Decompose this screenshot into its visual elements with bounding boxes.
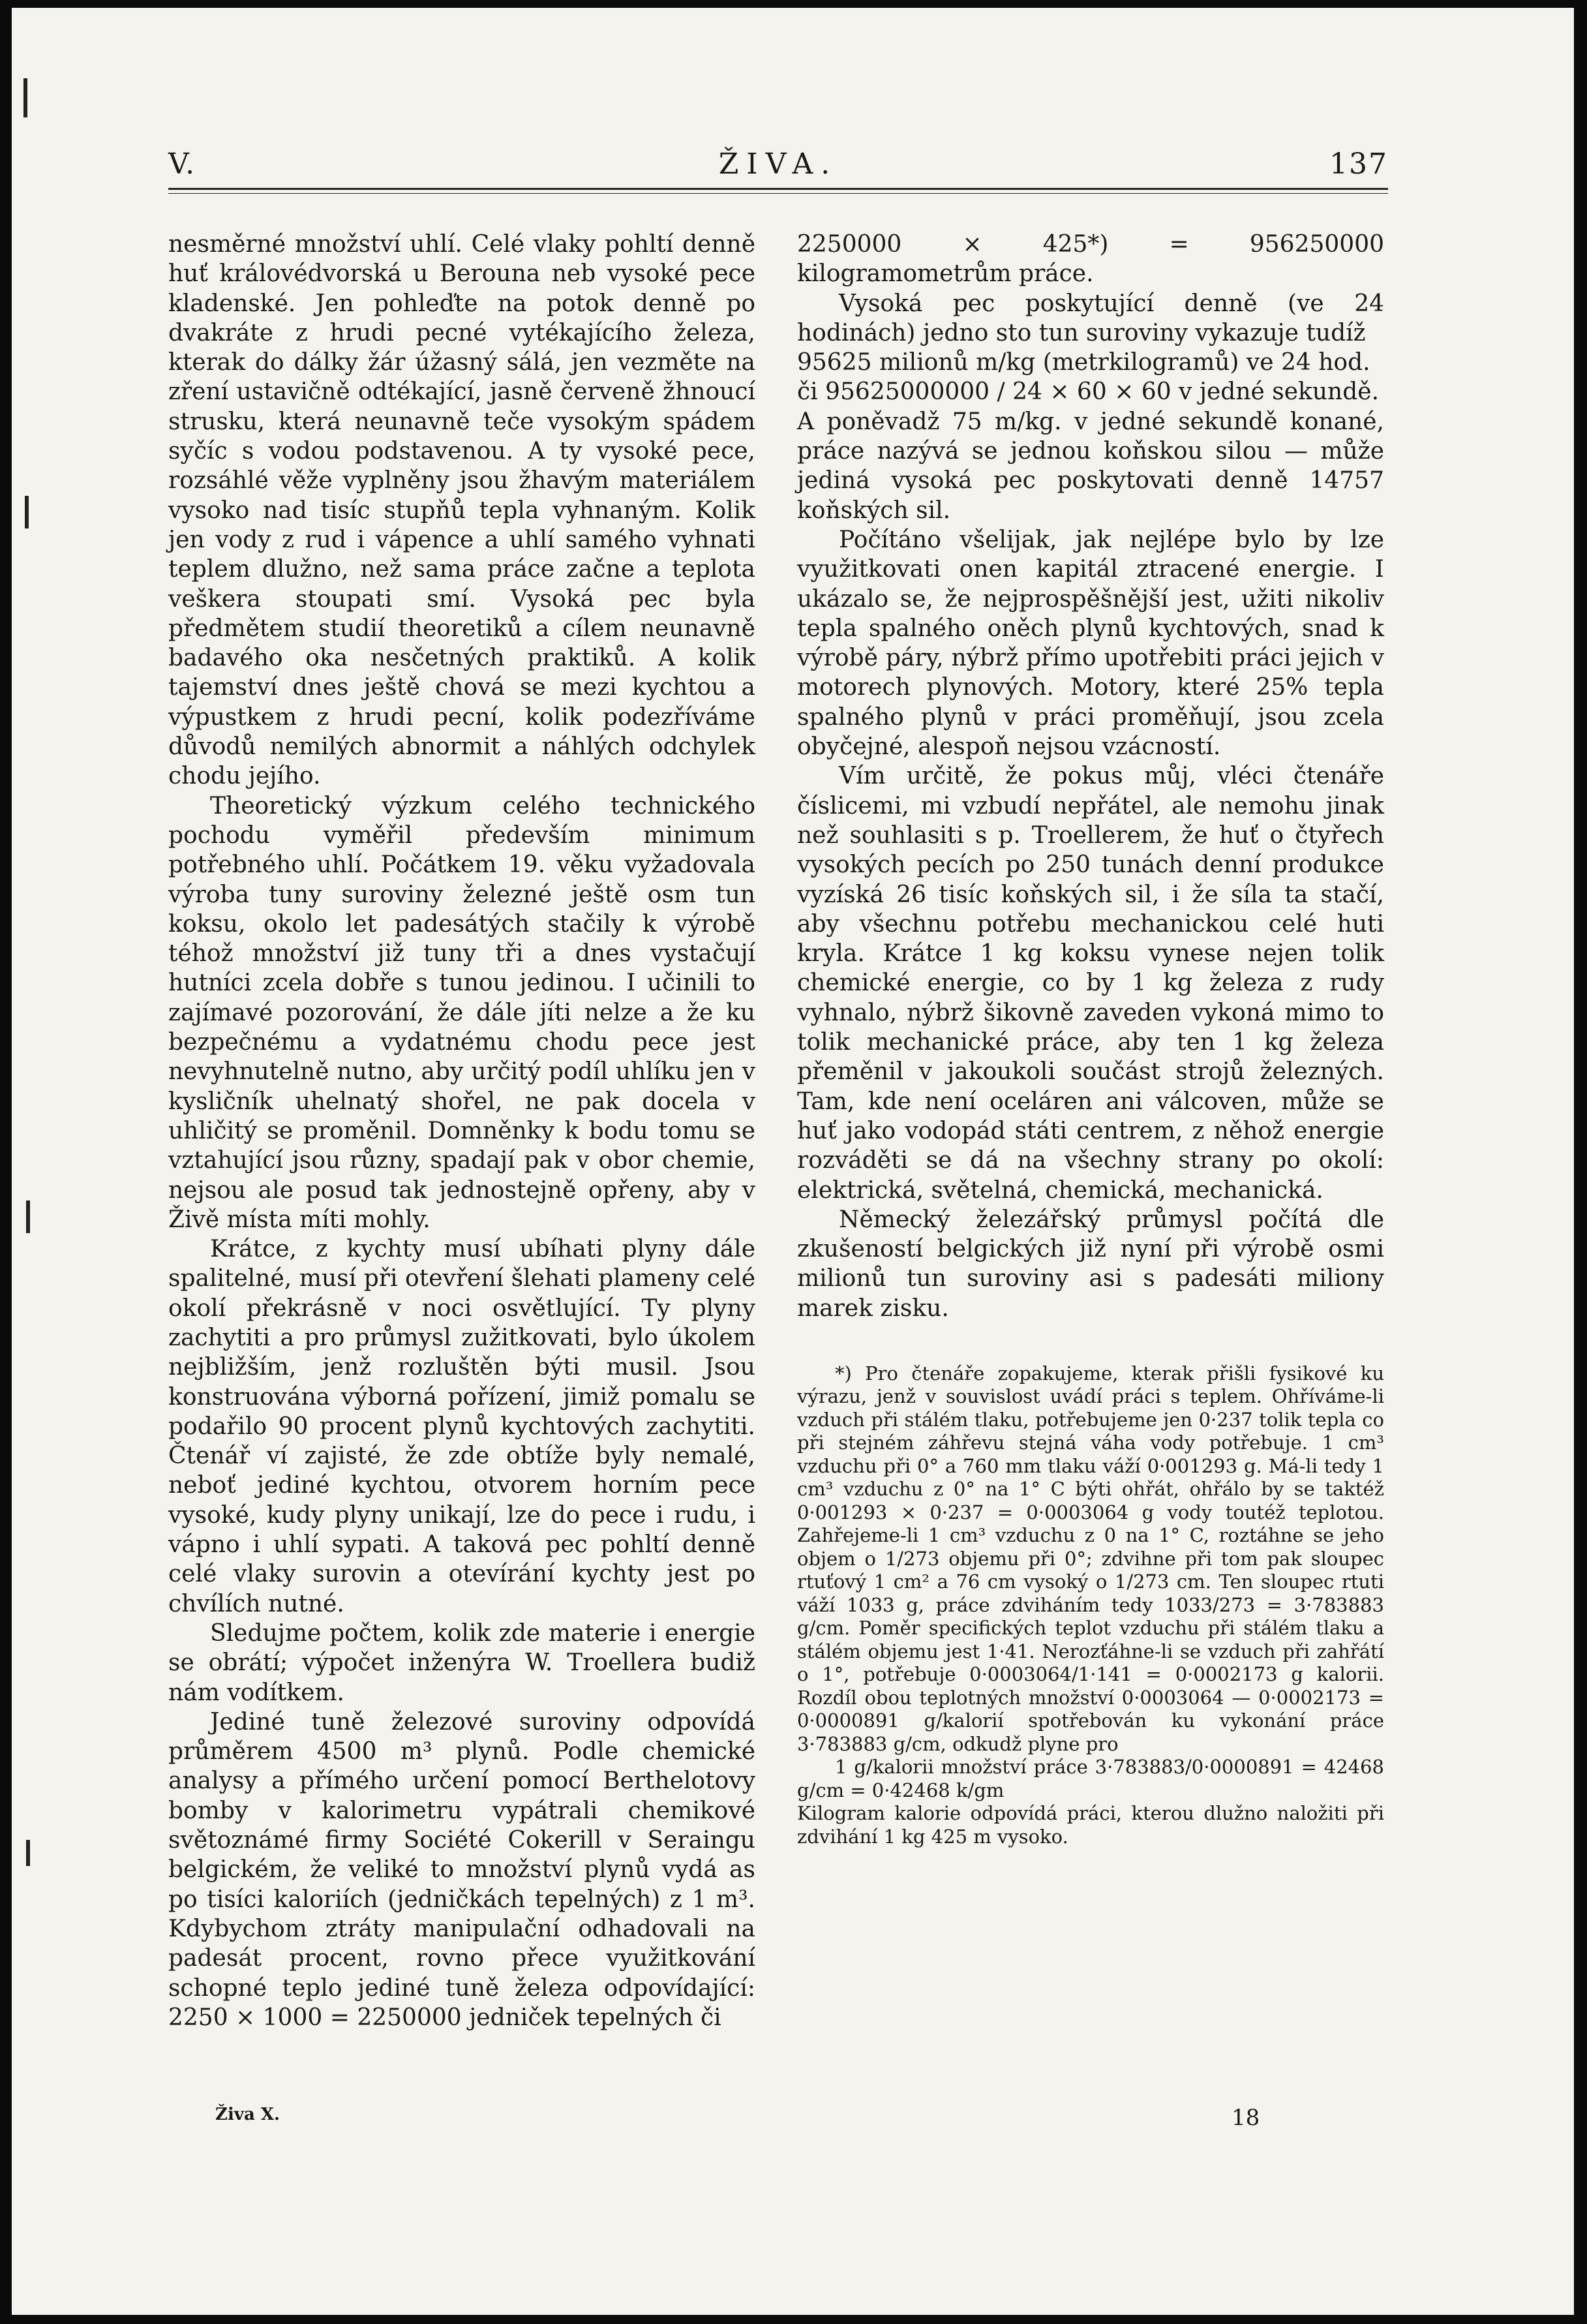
sheet-number: 18 [1232, 2105, 1260, 2131]
page-header [168, 147, 1388, 187]
paragraph: Sledujme počtem, kolik zde materie i energie se obrátí; výpočet inženýra W. Troellera budiž nám vodítkem. [168, 1619, 755, 1706]
page-number: 137 [1329, 147, 1388, 181]
formula-line: či 95625000000 / 24 × 60 × 60 v jedné sekundě. [797, 378, 1380, 406]
paragraph: nesměrné množství uhlí. Celé vlaky pohltí denně huť královédvorská u Berouna neb vysoké pece kladenské. Jen pohleďte na potok denně po dvakráte z hrudi pecné vytékajícího železa, kterak do dálky žár úžasný sálá, jen vezměte na zření ustavičně odtékající, jasně červeně žhnoucí strusku, která neunavně teče vysokým spádem syčíc s vodou podstavenou. A ty vysoké pece, rozsáhlé věže vyplněny jsou žhavým materiálem vysoko nad tisíc stupňů tepla vyhnaným. Kolik jen vody z rud i vápence a uhlí samého vyhnati teplem dlužno, než sama práce začne a teplota veškera stoupati smí. Vysoká pec byla předmětem studií theoretiků a cílem neunavně badavého oka nesčetných praktiků. A kolik tajemství dnes ještě chová se mezi kychtou a výpustkem z hrudi pecní, kolik podezříváme důvodů nemilých abnormit a náhlých odchylek chodu jejího. [168, 231, 755, 790]
paragraph: Vím určitě, že pokus můj, vléci čtenáře číslicemi, mi vzbudí nepřátel, ale nemohu jinak než souhlasiti s p. Troellerem, že huť o čtyřech vysokých pecích po 250 tunách denní produkce vyzíská 26 tisíc koňských sil, i že síla ta stačí, aby všechnu potřebu mechanickou celé huti kryla. Krátce 1 kg koksu vynese nejen tolik chemické energie, co by 1 kg železa z rudy vyhnalo, nýbrž šikovně zaveden vykoná mimo to tolik mechanické práce, aby ten 1 kg železa přeměnil v jakoukoli součást strojů železných. Tam, kde není oceláren ani válcoven, může se huť jako vodopád státi centrem, z něhož energie rozváděti se dá na všechny strany po okolí: elektrická, světelná, chemická, mechanická. [797, 763, 1384, 1204]
scan-edge-mark [23, 78, 27, 117]
paragraph: A poněvadž 75 m/kg. v jedné sekundě konané, práce nazývá se jednou koňskou silou — může jediná vysoká pec poskytovati denně 14757 koňských sil. [797, 408, 1384, 524]
paragraph: Theoretický výzkum celého technického pochodu vyměřil především minimum potřebného uhlí. Počátkem 19. věku vyžadovala výroba tuny suroviny železné ještě osm tun koksu, okolo let padesátých stačily k výrobě téhož množství již tuny tři a dnes vystačují hutníci zcela dobře s tunou jedinou. I učinili to zajímavé pozorování, že dále jíti nelze a že ku bezpečnému a vydatnému chodu pece jest nevyhnutelně nutno, aby určitý podíl uhlíku jen v kysličník uhelnatý shořel, ne pak docela v uhličitý se proměnil. Domněnky k bodu tomu se vztahující jsou různy, spadají pak v obor chemie, nejsou ale posud tak jednostejně opřeny, aby v Živě místa míti mohly. [168, 792, 755, 1233]
footnote [797, 1362, 1384, 1849]
paragraph: Vysoká pec poskytující denně (ve 24 hodinách) jedno sto tun suroviny vykazuje tudíž [797, 290, 1384, 346]
left-column [168, 230, 755, 2032]
volume-label: V. [168, 147, 196, 181]
journal-title: ŽIVA. [718, 147, 838, 181]
scan-edge-mark [25, 496, 29, 528]
paragraph: Počítáno všelijak, jak nejlépe bylo by lze využitkovati onen kapitál ztracené energie. I ukázalo se, že nejprospěšnější jest, užiti nikoliv tepla spalného oněch plynů kychtových, snad k výrobě páry, nýbrž přímo upotřebiti práci jejich v motorech plynových. Motory, které 25% tepla spalného plynů v práci proměňují, jsou zcela obyčejné, alespoň nejsou vzácností. [797, 526, 1384, 761]
scan-edge-mark [26, 1200, 30, 1233]
paragraph: Německý železářský průmysl počítá dle zkušeností belgických již nyní při výrobě osmi milionů tun suroviny asi s padesáti miliony marek zisku. [797, 1206, 1384, 1322]
signature-mark: Živa X. [215, 2105, 280, 2124]
paragraph: Krátce, z kychty musí ubíhati plyny dále spalitelné, musí při otevření šlehati plameny celé okolí překrásně v noci osvětlující. Ty plyny zachytiti a pro průmysl zužitkovati, bylo úkolem nejbližším, jenž rozluštěn býti musil. Jsou konstruována výborná pořízení, jimiž pomalu se podařilo 90 procent plynů kychtových zachytiti. Čtenář ví zajisté, že zde obtíže byly nemalé, neboť jediné kychtou, otvorem horním pece vysoké, kudy plyny unikají, lze do pece i rudu, i vápno i uhlí sypati. A taková pec pohltí denně celé vlaky surovin a otevírání kychty jest po chvílích nutné. [168, 1236, 755, 1617]
right-column [797, 230, 1384, 1848]
formula-line: 95625 milionů m/kg (metrkilogramů) ve 24 hod. [797, 349, 1370, 376]
footnote-formula: 1 g/kalorii množství práce 3·783883/0·0000891 = 42468 g/cm = 0·42468 k/gm [797, 1756, 1384, 1801]
header-rule-thin [168, 193, 1388, 194]
footnote-paragraph: *) Pro čtenáře zopakujeme, kterak přišli fysikové ku výrazu, jenž v souvislost uvádí práci s teplem. Ohříváme-li vzduch při stálém tlaku, potřebujeme jen 0·237 tolik tepla co při stejném záhřevu stejná váha vody potřebuje. 1 cm³ vzduchu při 0° a 760 mm tlaku váží 0·001293 g. Má-li tedy 1 cm³ vzduchu z 0° na 1° C býti ohřát, ohřálo by se taktéž 0·001293 × 0·237 = 0·0003064 g vody toutéž teplotou. Zahřejeme-li 1 cm³ vzduchu z 0 na 1° C, roztáhne se jeho objem o 1/273 objemu při 0°; zdvihne při tom pak sloupec rtuťový 1 cm² a 76 cm vysoký o 1/273 cm. Ten sloupec rtuti váží 1033 g, práce zdviháním tedy 1033/273 = 3·783883 g/cm. Poměr specifických teplot vzduchu při stálém tlaku a stálém objemu jest 1·41. Nerozťáhne-li se vzduch při zahřátí o 1°, potřebuje 0·0003064/1·141 = 0·0002173 g kalorii. Rozdíl obou teplotných množství 0·0003064 — 0·0002173 = 0·0000891 g/kalorií spotřebován ku vykonání práce 3·783883 g/cm, odkudž plyne pro [797, 1362, 1384, 1755]
paragraph: 2250000 × 425*) = 956250000 kilogramometrům práce. [797, 231, 1384, 288]
scan-edge-mark [26, 1840, 30, 1866]
header-rule [168, 188, 1388, 190]
paragraph: Jediné tuně železové suroviny odpovídá průměrem 4500 m³ plynů. Podle chemické analysy a přímého určení pomocí Berthelotovy bomby v kalorimetru vypátrali chemikové světoznámé firmy Société Cokerill v Seraingu belgickém, že veliké to množství plynů vydá as po tisíci kaloriích (jedničkách tepelných) z 1 m³. Kdybychom ztráty manipulační odhadovali na padesát procent, rovno přece využitkování schopné teplo jediné tuně železa odpovídající: 2250 × 1000 = 2250000 jedniček tepelných či [168, 1708, 755, 2031]
footnote-paragraph: Kilogram kalorie odpovídá práci, kterou dlužno naložiti při zdvihání 1 kg 425 m vysoko. [797, 1802, 1384, 1848]
